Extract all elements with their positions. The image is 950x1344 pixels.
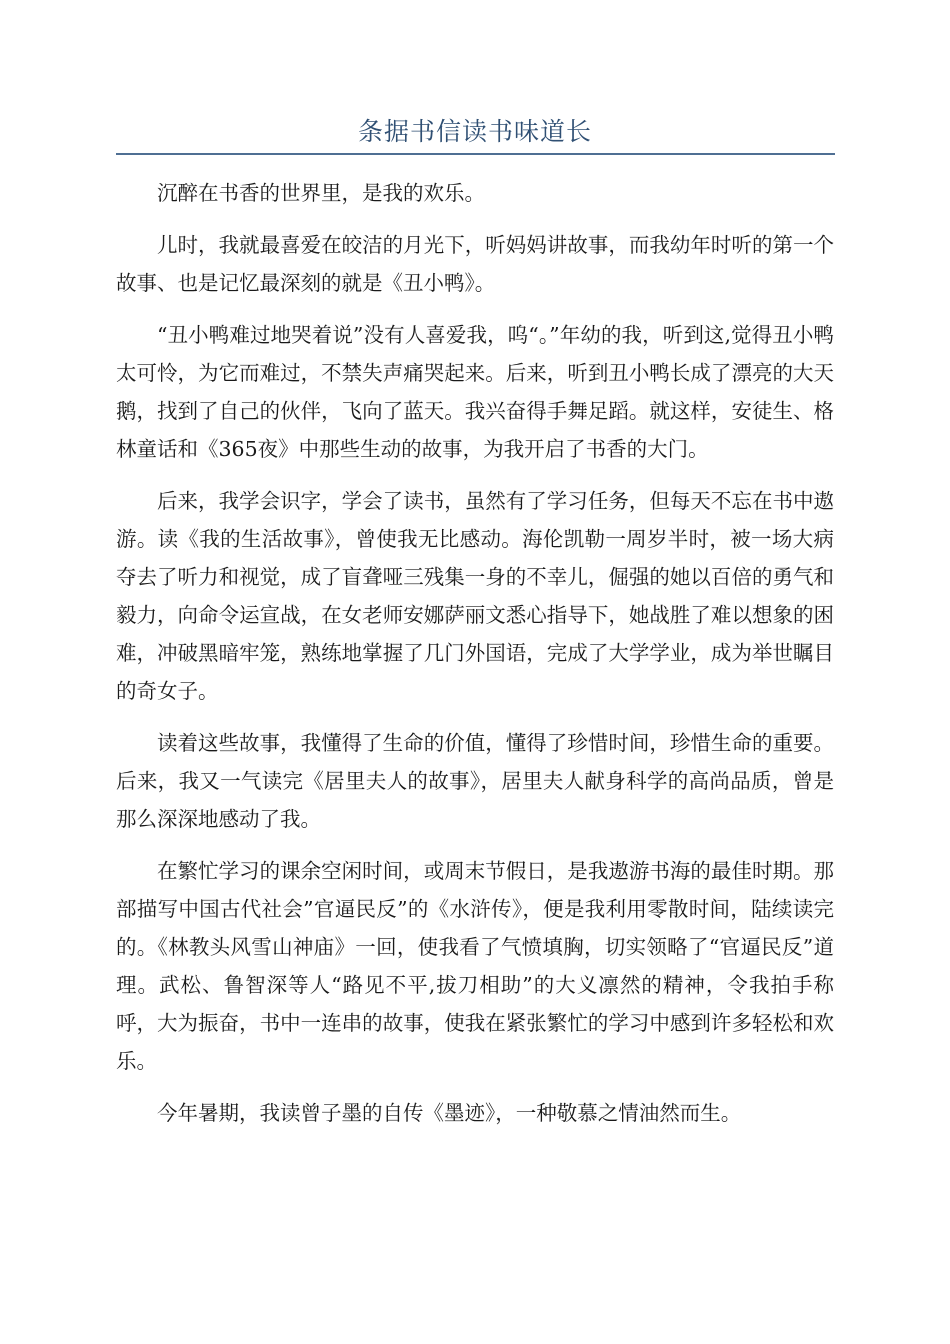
paragraph-7: 今年暑期，我读曾子墨的自传《墨迹》，一种敬慕之情油然而生。 <box>157 1101 742 1125</box>
document-title: 条据书信读书味道长 <box>357 117 592 146</box>
paragraph-4: 后来，我学会识字，学会了读书，虽然有了学习任务，但每天不忘在书中遨游。读《我的生活故事》，曾使我无比感动。海伦凯勒一周岁半时，被一场大病夺去了听力和视觉，成了盲聋哑三残集一身的不幸儿，倔强的她以百倍的勇气和毅力，向命令运宣战，在女老师安娜萨丽文悉心指导下，她战胜了难以想象的困难，冲破黑暗牢笼，熟练地掌握了几门外国语，完成了大学学业，成为举世瞩目的奇女子。 <box>116 489 834 703</box>
document-body <box>116 174 834 1146</box>
title-underline <box>116 153 835 155</box>
paragraph-1: 沉醉在书香的世界里，是我的欢乐。 <box>157 181 485 205</box>
paragraph-3: “丑小鸭难过地哭着说”没有人喜爱我，呜“。”年幼的我，听到这,觉得丑小鸭太可怜，为它而难过，不禁失声痛哭起来。后来，听到丑小鸭长成了漂亮的大天鹅，找到了自己的伙伴，飞向了蓝天。我兴奋得手舞足蹈。就这样，安徒生、格林童话和《365夜》中那些生动的故事，为我开启了书香的大门。 <box>116 323 834 461</box>
paragraph-6: 在繁忙学习的课余空闲时间，或周末节假日，是我遨游书海的最佳时期。那部描写中国古代社会”官逼民反”的《水浒传》，便是我利用零散时间，陆续读完的。《林教头风雪山神庙》一回，使我看了气愤填胸，切实领略了“官逼民反”道理。武松、鲁智深等人“路见不平,拔刀相助”的大义凛然的精神，令我拍手称呼，大为振奋，书中一连串的故事，使我在紧张繁忙的学习中感到许多轻松和欢乐。 <box>116 859 834 1073</box>
paragraph-5: 读着这些故事，我懂得了生命的价值，懂得了珍惜时间，珍惜生命的重要。后来，我又一气读完《居里夫人的故事》，居里夫人献身科学的高尚品质，曾是那么深深地感动了我。 <box>116 731 834 831</box>
paragraph-2: 儿时，我就最喜爱在皎洁的月光下，听妈妈讲故事，而我幼年时听的第一个故事、也是记忆最深刻的就是《丑小鸭》。 <box>116 233 834 295</box>
